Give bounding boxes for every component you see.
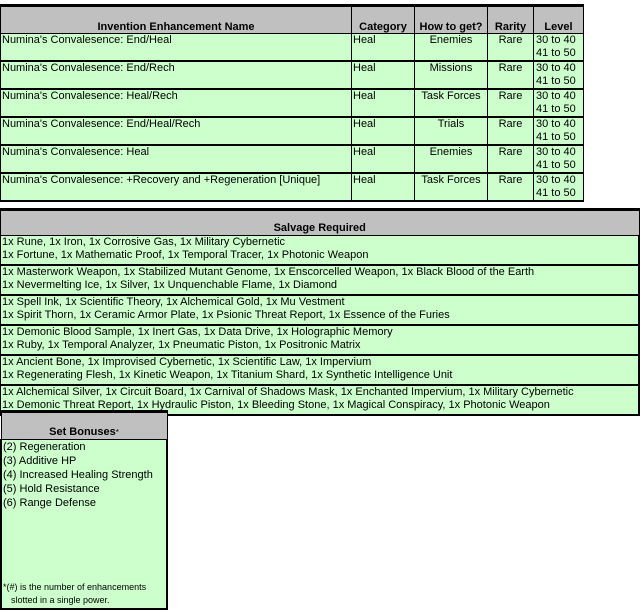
salvage-line: 1x Nevermelting Ice, 1x Silver, 1x Unquenchable Flame, 1x Diamond: [2, 279, 338, 291]
level-range-low: 30 to 40: [536, 62, 576, 74]
list-item: (5) Hold Resistance: [3, 483, 100, 495]
set-bonuses-table: [0, 410, 168, 610]
list-item: (3) Additive HP: [3, 455, 77, 467]
enhancement-name: Numina's Convalesence: Heal/Rech: [1, 89, 352, 117]
level-range-high: 41 to 50: [536, 75, 576, 87]
enhancement-how: Enemies: [415, 34, 488, 62]
enhancement-name: Numina's Convalesence: End/Heal/Rech: [1, 117, 352, 145]
salvage-line: 1x Masterwork Weapon, 1x Stabilized Mutant Genome, 1x Enscorcelled Weapon, 1x Black Blood of the Earth: [2, 266, 535, 278]
enhancement-level: [534, 89, 584, 117]
enhancement-table: [0, 4, 584, 202]
table-row: [1, 89, 584, 117]
salvage-cell: [1, 265, 640, 295]
level-range-low: 30 to 40: [536, 34, 576, 46]
enhancement-header-row: [1, 6, 584, 34]
salvage-table: [0, 208, 640, 416]
bonus-header-text: Set Bonuses: [49, 426, 116, 438]
enhancement-how: Task Forces: [415, 89, 488, 117]
bonus-header-marker: *: [115, 428, 119, 437]
salvage-line: 1x Alchemical Silver, 1x Circuit Board, 1x Carnival of Shadows Mask, 1x Enchanted Impervium, 1x Military Cybernetic: [2, 386, 574, 398]
salvage-line: 1x Demonic Threat Report, 1x Hydraulic Piston, 1x Bleeding Stone, 1x Magical Conspiracy, 1x Photonic Weapon: [2, 399, 550, 411]
bonus-header: [1, 412, 167, 440]
level-range-low: 30 to 40: [536, 174, 576, 186]
enhancement-name: Numina's Convalesence: End/Rech: [1, 61, 352, 89]
table-row: [1, 173, 584, 201]
enhancement-name: Numina's Convalesence: End/Heal: [1, 34, 352, 62]
bonus-body-row: [1, 440, 167, 610]
salvage-header: Salvage Required: [1, 210, 640, 236]
enhancement-category: Heal: [352, 34, 415, 62]
enhancement-category: Heal: [352, 61, 415, 89]
salvage-cell: [1, 295, 640, 325]
enhancement-how: Task Forces: [415, 173, 488, 201]
salvage-line: 1x Spell Ink, 1x Scientific Theory, 1x Alchemical Gold, 1x Mu Vestment: [2, 296, 345, 308]
level-range-high: 41 to 50: [536, 47, 576, 59]
table-row: [1, 355, 640, 385]
bonus-header-row: [1, 412, 167, 440]
enhancement-name: Numina's Convalesence: +Recovery and +Regeneration [Unique]: [1, 173, 352, 201]
table-row: [1, 295, 640, 325]
enhancement-category: Heal: [352, 173, 415, 201]
table-row: [1, 236, 640, 266]
list-item: (6) Range Defense: [3, 497, 96, 509]
salvage-line: 1x Regenerating Flesh, 1x Kinetic Weapon, 1x Titanium Shard, 1x Synthetic Intelligence Unit: [2, 369, 453, 381]
salvage-cell: [1, 236, 640, 266]
enhancement-level: [534, 145, 584, 173]
header-category: Category: [352, 6, 415, 34]
footnote-line: slotted in a single power.: [11, 595, 110, 605]
enhancement-rarity: Rare: [488, 89, 534, 117]
table-row: [1, 325, 640, 355]
header-level: Level: [534, 6, 584, 34]
salvage-line: 1x Demonic Blood Sample, 1x Inert Gas, 1x Data Drive, 1x Holographic Memory: [2, 326, 393, 338]
salvage-line: 1x Ancient Bone, 1x Improvised Cybernetic, 1x Scientific Law, 1x Impervium: [2, 356, 372, 368]
enhancement-how: Trials: [415, 117, 488, 145]
enhancement-category: Heal: [352, 145, 415, 173]
level-range-high: 41 to 50: [536, 131, 576, 143]
enhancement-level: [534, 61, 584, 89]
header-rarity: Rarity: [488, 6, 534, 34]
bonus-cell: [1, 440, 167, 610]
salvage-line: 1x Spirit Thorn, 1x Ceramic Armor Plate, 1x Psionic Threat Report, 1x Essence of the Furies: [2, 309, 450, 321]
enhancement-rarity: Rare: [488, 145, 534, 173]
list-item: (2) Regeneration: [3, 441, 86, 453]
header-how-to-get: How to get?: [415, 6, 488, 34]
table-row: [1, 265, 640, 295]
level-range-low: 30 to 40: [536, 146, 576, 158]
level-range-high: 41 to 50: [536, 103, 576, 115]
level-range-high: 41 to 50: [536, 187, 576, 199]
header-name: Invention Enhancement Name: [1, 6, 352, 34]
table-row: [1, 34, 584, 62]
footnote-line: *(#) is the number of enhancements: [3, 582, 147, 592]
salvage-header-row: [1, 210, 640, 236]
enhancement-rarity: Rare: [488, 34, 534, 62]
level-range-high: 41 to 50: [536, 159, 576, 171]
salvage-line: 1x Fortune, 1x Mathematic Proof, 1x Temporal Tracer, 1x Photonic Weapon: [2, 249, 369, 261]
enhancement-level: [534, 34, 584, 62]
level-range-low: 30 to 40: [536, 118, 576, 130]
level-range-low: 30 to 40: [536, 90, 576, 102]
enhancement-rarity: Rare: [488, 61, 534, 89]
enhancement-category: Heal: [352, 117, 415, 145]
salvage-cell: [1, 325, 640, 355]
enhancement-how: Enemies: [415, 145, 488, 173]
salvage-line: 1x Rune, 1x Iron, 1x Corrosive Gas, 1x Military Cybernetic: [2, 236, 286, 248]
enhancement-name: Numina's Convalesence: Heal: [1, 145, 352, 173]
enhancement-level: [534, 117, 584, 145]
table-row: [1, 117, 584, 145]
enhancement-how: Missions: [415, 61, 488, 89]
enhancement-category: Heal: [352, 89, 415, 117]
bonus-footnote: [3, 581, 146, 607]
table-row: [1, 61, 584, 89]
enhancement-rarity: Rare: [488, 117, 534, 145]
enhancement-level: [534, 173, 584, 201]
enhancement-rarity: Rare: [488, 173, 534, 201]
bonus-list: [3, 440, 165, 510]
salvage-cell: [1, 355, 640, 385]
salvage-line: 1x Ruby, 1x Temporal Analyzer, 1x Pneumatic Piston, 1x Positronic Matrix: [2, 339, 361, 351]
list-item: (4) Increased Healing Strength: [3, 469, 153, 481]
table-row: [1, 145, 584, 173]
